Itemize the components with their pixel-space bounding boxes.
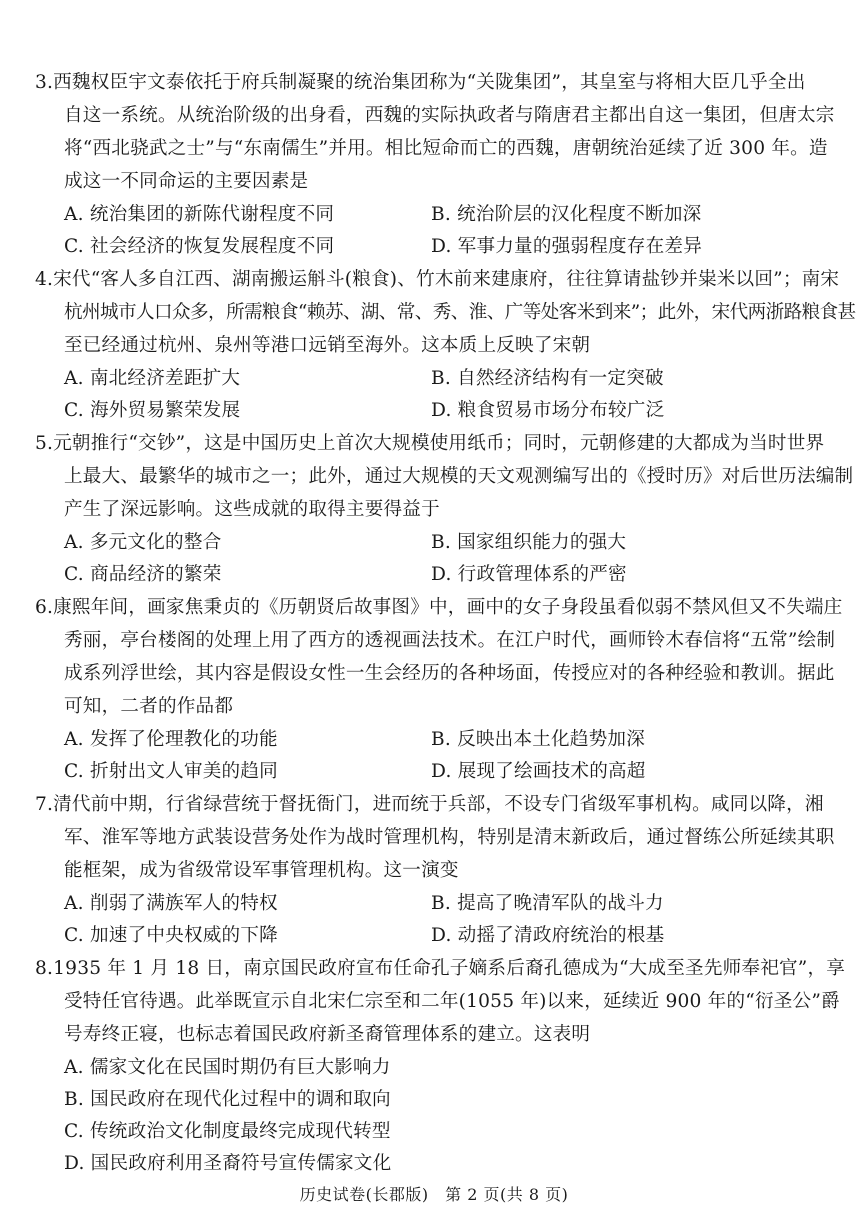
question-stem-line: 杭州城市人口众多，所需粮食“赖苏、湖、常、秀、淮、广等处客米到来”；此外，宋代两浙路粮食甚 (64, 302, 856, 323)
question-stem-line: 至已经通过杭州、泉州等港口远销至海外。这本质上反映了宋朝 (64, 335, 591, 356)
question-stem-line: 自这一系统。从统治阶级的出身看，西魏的实际执政者与隋唐君主都出自这一集团，但唐太宗 (64, 105, 835, 126)
question-stem-line: 将“西北骁武之士”与“东南儒生”并用。相比短命而亡的西魏，唐朝统治延续了近 300 年。造 (64, 138, 828, 159)
option-b: B. 自然经济结构有一定突破 (431, 368, 664, 389)
question-stem-line: 成系列浮世绘，其内容是假设女性一生会经历的各种场面，传授应对的各种经验和教训。据此 (64, 663, 835, 684)
option-c: C. 商品经济的繁荣 (64, 564, 222, 585)
page-footer: 历史试卷(长郡版) 第 2 页(共 8 页) (299, 1185, 569, 1204)
option-b: B. 反映出本土化趋势加深 (431, 729, 646, 750)
option-d: D. 展现了绘画技术的高超 (431, 761, 646, 782)
option-c: C. 折射出文人审美的趋同 (64, 761, 278, 782)
question-stem-line: 3.西魏权臣宇文泰依托于府兵制凝聚的统治集团称为“关陇集团”，其皇室与将相大臣几乎全出 (35, 72, 806, 93)
option-b: B. 统治阶层的汉化程度不断加深 (431, 204, 702, 225)
question-stem-line: 4.宋代“客人多自江西、湖南搬运斛斗(粮食)、竹木前来建康府，往往算请盐钞并粜米以回”；南宋 (35, 269, 840, 290)
option-a: A. 统治集团的新陈代谢程度不同 (64, 204, 335, 225)
option-c: C. 海外贸易繁荣发展 (64, 400, 241, 421)
question-stem-line: 能框架，成为省级常设军事管理机构。这一演变 (64, 860, 459, 881)
question-stem-line: 受特任官待遇。此举既宣示自北宋仁宗至和二年(1055 年)以来，延续近 900 年的“衍圣公”爵 (64, 991, 840, 1012)
option-a: A. 儒家文化在民国时期仍有巨大影响力 (64, 1057, 391, 1078)
option-d: D. 动摇了清政府统治的根基 (431, 925, 665, 946)
option-d: D. 国民政府利用圣裔符号宣传儒家文化 (64, 1153, 392, 1174)
question-stem-line: 号寿终正寝，也标志着国民政府新圣裔管理体系的建立。这表明 (64, 1024, 591, 1045)
option-a: A. 发挥了伦理教化的功能 (64, 729, 278, 750)
question-stem-line: 成这一不同命运的主要因素是 (64, 171, 309, 192)
option-c: C. 加速了中央权威的下降 (64, 925, 278, 946)
question-stem-line: 5.元朝推行“交钞”，这是中国历史上首次大规模使用纸币；同时，元朝修建的大都成为当时世界 (35, 433, 825, 454)
question-stem-line: 6.康熙年间，画家焦秉贞的《历朝贤后故事图》中，画中的女子身段虽看似弱不禁风但又不失端庄 (35, 597, 843, 618)
option-b: B. 国民政府在现代化过程中的调和取向 (64, 1089, 391, 1110)
question-stem-line: 产生了深远影响。这些成就的取得主要得益于 (64, 499, 440, 520)
question-stem-line: 7.清代前中期，行省绿营统于督抚衙门，进而统于兵部，不设专门省级军事机构。咸同以降，湘 (35, 794, 824, 815)
option-a: A. 削弱了满族军人的特权 (64, 893, 278, 914)
option-c: C. 社会经济的恢复发展程度不同 (64, 236, 335, 257)
question-stem-line: 8.1935 年 1 月 18 日，南京国民政府宣布任命孔子嫡系后裔孔德成为“大成至圣先师奉祀官”，享 (35, 958, 846, 979)
option-b: B. 国家组织能力的强大 (431, 532, 627, 553)
option-d: D. 粮食贸易市场分布较广泛 (431, 400, 665, 421)
option-c: C. 传统政治文化制度最终完成现代转型 (64, 1121, 391, 1142)
option-d: D. 行政管理体系的严密 (431, 564, 627, 585)
question-stem-line: 可知，二者的作品都 (64, 696, 234, 717)
option-d: D. 军事力量的强弱程度存在差异 (431, 236, 702, 257)
option-a: A. 多元文化的整合 (64, 532, 222, 553)
question-stem-line: 军、淮军等地方武装设营务处作为战时管理机构，特别是清末新政后，通过督练公所延续其职 (64, 827, 835, 848)
question-stem-line: 上最大、最繁华的城市之一；此外，通过大规模的天文观测编写出的《授时历》对后世历法编制 (64, 466, 854, 487)
question-stem-line: 秀丽，亭台楼阁的处理上用了西方的透视画法技术。在江户时代，画师铃木春信将“五常”绘制 (64, 630, 836, 651)
option-a: A. 南北经济差距扩大 (64, 368, 241, 389)
option-b: B. 提高了晚清军队的战斗力 (431, 893, 664, 914)
